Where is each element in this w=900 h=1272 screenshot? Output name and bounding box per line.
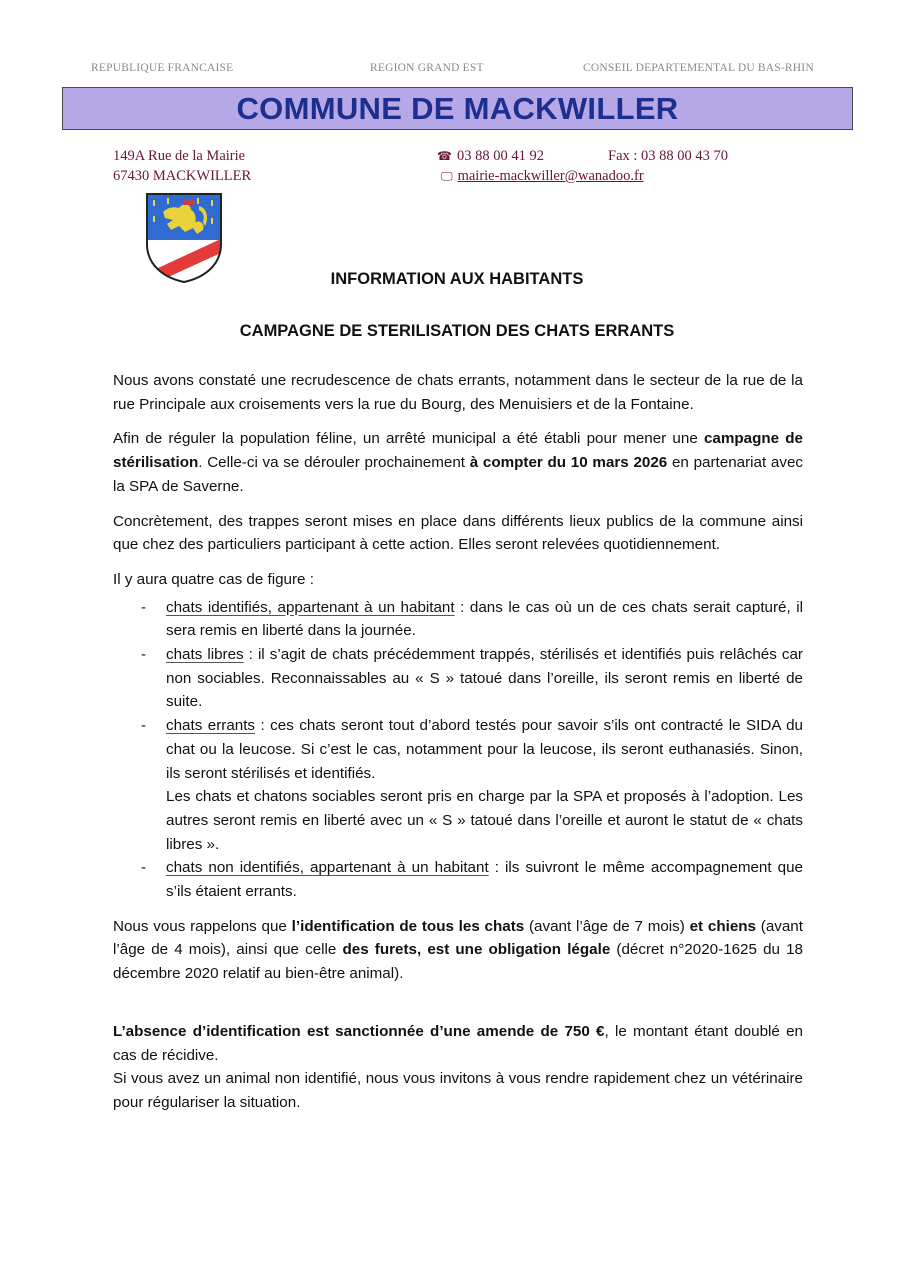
phone-number: 03 88 00 41 92 <box>456 148 544 164</box>
letter-body <box>113 369 803 1126</box>
republique-francaise-label: REPUBLIQUE FRANCAISE <box>91 62 234 74</box>
paragraph-cases-intro: Il y aura quatre cas de figure : <box>113 570 314 588</box>
address-city: 67430 MACKWILLER <box>113 168 252 184</box>
case-extra: Les chats et chatons sociables seront pris en charge par la SPA et proposés à l’adoption. Les autres seront remis en liberté avec un « S » tatoué dans l’oreille et auront le statut de « chats libres ». <box>166 788 803 853</box>
region-label: REGION GRAND EST <box>370 62 484 74</box>
paragraph-context: Nous avons constaté une recrudescence de chats errants, notamment dans le secteur de la rue de la rue Principale aux croisements vers la rue du Bourg, des Menuisiers et de la Fontaine. <box>113 372 803 413</box>
fax-number: Fax : 03 88 00 43 70 <box>608 148 729 164</box>
mairie-contact <box>437 146 797 186</box>
penalty-emphasis: L’absence d’identification est sanctionnée d’une amende de 750 € <box>113 1022 605 1040</box>
address-street: 149A Rue de la Mairie <box>113 148 246 164</box>
commune-title: COMMUNE DE MACKWILLER <box>236 90 679 126</box>
heading-campagne: CAMPAGNE DE STERILISATION DES CHATS ERRANTS <box>239 322 675 340</box>
paragraph-obligation: Nous vous rappelons que l’identification de tous les chats (avant l’âge de 7 mois) et chiens (avant l’âge de 4 mois), ainsi que celle des furets, est une obligation légale (décret n°2020-1625 du 18 décembre 2020 relatif au bien-être animal). <box>113 917 803 983</box>
conseil-departemental-label: CONSEIL DEPARTEMENTAL DU BAS-RHIN <box>583 62 814 74</box>
list-item: - chats non identifiés, appartenant à un habitant : ils suivront le même accompagnement que s’ils étaient errants. <box>141 859 803 901</box>
mairie-address <box>113 146 251 186</box>
paragraph-campaign: Afin de réguler la population féline, un arrêté municipal a été établi pour mener une campagne de stérilisation. Celle-ci va se dérouler prochainement à compter du 10 mars 2026 en partenariat avec la SPA de Saverne. <box>113 430 803 495</box>
case-term: chats non identifiés, appartenant à un habitant <box>166 859 489 877</box>
paragraph-traps: Concrètement, des trappes seront mises en place dans différents lieux publics de la commune ainsi que chez des particuliers participant à cette action. Elles seront relevées quotidiennement. <box>113 512 803 554</box>
paragraph-penalty: L’absence d’identification est sanctionnée d’une amende de 750 €, le montant étant doublé en cas de récidive. <box>113 1022 803 1064</box>
heading-information: INFORMATION AUX HABITANTS <box>330 270 584 288</box>
list-item: - chats libres : il s’agit de chats précédemment trappés, stérilisés et identifiés puis relâchés car non sociables. Reconnaissables au « S » tatoué dans l’oreille, ils seront remis en liberté de suite. <box>141 646 803 711</box>
commune-banner <box>62 87 853 130</box>
list-item: - chats errants : ces chats seront tout d’abord testés pour savoir s’ils ont contracté le SIDA du chat ou la leucose. Si c’est le cas, notamment pour la leucose, ils seront euthanasiés. Sinon, ils seront stérilisés et identifiés. Les chats et chatons sociables seront pris en charge par la SPA et proposés à l’adoption. Les autres seront remis en liberté avec un « S » tatoué dans l’oreille et auront le statut de « chats libres ». <box>113 714 803 856</box>
email-row <box>437 166 797 186</box>
case-term: chats errants <box>166 717 256 735</box>
case-term: chats identifiés, appartenant à un habitant <box>166 598 455 616</box>
phone-icon: ☎ <box>437 149 452 163</box>
campaign-emphasis: campagne de stérilisation <box>113 430 803 472</box>
case-term: chats libres <box>166 646 244 664</box>
letterhead-top-line <box>0 62 900 80</box>
start-date: à compter du 10 mars 2026 <box>469 454 668 472</box>
phone-row <box>437 146 797 166</box>
cases-list <box>113 596 803 904</box>
spacer <box>113 997 803 1020</box>
paragraph-advice: Si vous avez un animal non identifié, nous vous invitons à vous rendre rapidement chez un vétérinaire pour régulariser la situation. <box>113 1070 803 1111</box>
computer-icon: 🖵 <box>441 169 453 183</box>
list-item: - chats identifiés, appartenant à un habitant : dans le cas où un de ces chats serait capturé, il sera remis en liberté dans la journée. <box>141 598 803 640</box>
email-link[interactable]: mairie-mackwiller@wanadoo.fr <box>457 168 644 184</box>
